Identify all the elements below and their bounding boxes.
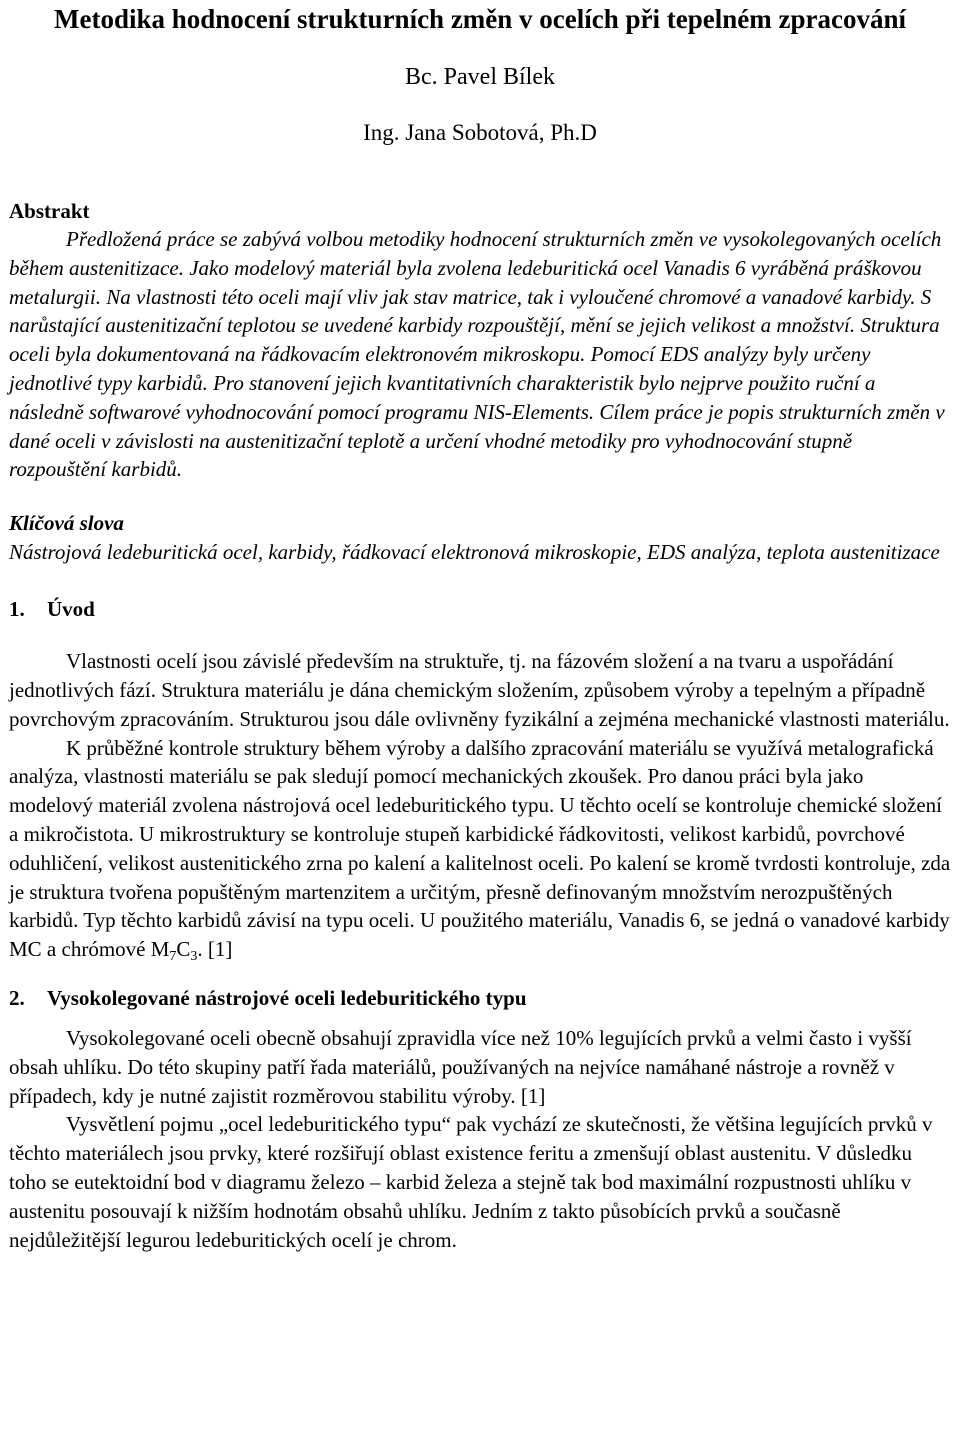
section-number: 1. — [9, 597, 25, 622]
subscript: 3 — [190, 949, 198, 965]
section-title: Vysokolegované nástrojové oceli ledeburitického typu — [47, 985, 527, 1010]
paragraph-text: Vysokolegované oceli obecně obsahují zpravidla více než 10% legujících prvků a velmi často i vyšší obsah uhlíku. Do této skupiny patří řada materiálů, používaných na nejvíce namáhané nástroje a rovněž v případech, kdy je nutné zajistit rozměrovou stabilitu výroby. [1] — [9, 1025, 912, 1108]
section-heading-2 — [9, 984, 951, 1012]
keywords-heading: Klíčová slova — [9, 511, 124, 536]
paper-page — [9, 0, 951, 1254]
paragraph-text: . [1] — [197, 937, 233, 962]
keywords-text: Nástrojová ledeburitická ocel, karbidy, řádkovací elektronová mikroskopie, EDS analýza, teplota austenitizace — [9, 540, 940, 565]
author-supervisor: Ing. Jana Sobotová, Ph.D — [363, 120, 597, 145]
section-title: Úvod — [47, 597, 95, 622]
paragraph-text: Vysvětlení pojmu „ocel ledeburitického typu“ pak vychází ze skutečnosti, že většina legujících prvků v těchto materiálech jsou prvky, které rozšiřují oblast existence feritu a zmenšují oblast austenitu. V důsledku toho se eutektoidní bod v diagramu železo – karbid železa a stejně tak bod maximální rozpustnosti uhlíku v austenitu posouvají k nižším hodnotám obsahů uhlíku. Jedním z takto působících prvků a současně nejdůležitější legurou ledeburitických ocelí je chrom. — [9, 1112, 933, 1252]
abstract-text — [9, 225, 951, 484]
section-number: 2. — [9, 985, 25, 1010]
abstract-heading: Abstrakt — [9, 199, 90, 223]
section-2-paragraph-1 — [9, 1024, 951, 1110]
abstract-body-2: Cílem práce je popis strukturních změn v dané oceli v závislosti na austenitizační teplotě a určení vhodné metodiky pro vyhodnocování stupně rozpouštění karbidů. — [9, 399, 945, 482]
paragraph-text: K průběžné kontrole struktury během výroby a dalšího zpracování materiálu se využívá metalografická analýza, vlastnosti materiálu se pak sledují pomocí mechanických zkoušek. Pro danou práci byla jako modelový materiál zvolena nástrojová ocel ledeburitického typu. U těchto ocelí se kontroluje chemické složení a mikročistota. U mikrostruktury se kontroluje stupeň karbidické řádkovitosti, velikost karbidů, povrchové oduhličení, velikost austenitického zrna po kalení a kalitelnost oceli. Po kalení se kromě tvrdosti kontroluje, zda je struktura tvořena popuštěným martenzitem a určitým, přesně definovaným množstvím nerozpuštěných karbidů. Typ těchto karbidů závisí na typu oceli. U použitého materiálu, Vanadis 6, se jedná o vanadové karbidy MC a chrómové M — [9, 735, 951, 962]
section-1-paragraph-1 — [9, 647, 951, 733]
section-2-paragraph-2 — [9, 1110, 951, 1254]
subscript: 7 — [169, 949, 177, 965]
paragraph-text: C — [176, 937, 191, 962]
author-primary: Bc. Pavel Bílek — [405, 64, 555, 90]
paper-title: Metodika hodnocení strukturních změn v ocelích při tepelném zpracování — [54, 4, 906, 34]
section-1-paragraph-2 — [9, 734, 951, 964]
section-heading-1 — [9, 595, 951, 623]
abstract-body: Předložená práce se zabývá volbou metodiky hodnocení strukturních změn ve vysokolegovaných ocelích během austenitizace. Jako modelový materiál byla zvolena ledeburitická ocel Vanadis 6 vyráběná práškovou metalurgii. Na vlastnosti této oceli mají vliv jak stav matrice, tak i vyloučené chromové a vanadové karbidy. S narůstající austenitizační teplotou se uvedené karbidy rozpouštějí, mění se jejich velikost a množství. Struktura oceli byla dokumentovaná na řádkovacím elektronovém mikroskopu. Pomocí EDS analýzy byly určeny jednotlivé typy karbidů. Pro stanovení jejich kvantitativních charakteristik bylo nejprve použito ruční a následně softwarové vyhodnocování pomocí programu NIS-Elements. — [9, 227, 942, 424]
paragraph-text: Vlastnosti ocelí jsou závislé především na struktuře, tj. na fázovém složení a na tvaru a uspořádání jednotlivých fází. Struktura materiálu je dána chemickým složením, způsobem výroby a tepelným a případně povrchovým zpracováním. Strukturou jsou dále ovlivněny fyzikální a zejména mechanické vlastnosti materiálu. — [9, 649, 950, 731]
